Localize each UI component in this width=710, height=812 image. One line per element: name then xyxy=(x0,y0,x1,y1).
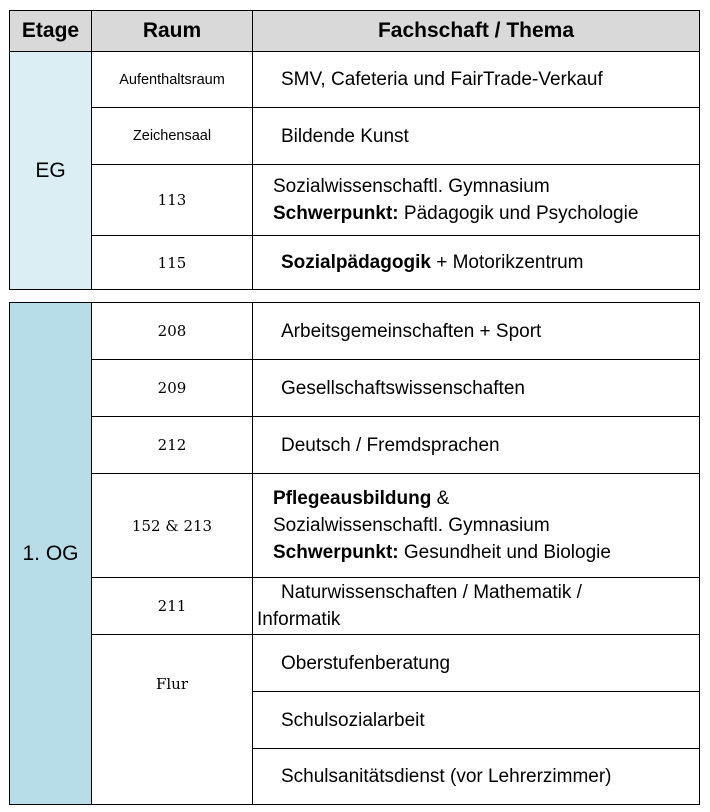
thema-smv xyxy=(252,51,700,108)
thema-rest: + Motorikzentrum xyxy=(430,252,584,273)
thema-line: Sozialwissenschaftl. Gymnasium xyxy=(273,176,550,197)
thema-flur-1 xyxy=(252,634,700,692)
raum-211: 211 xyxy=(91,577,253,635)
raum-flur: Flur xyxy=(91,634,253,805)
header-thema: Fachschaft / Thema xyxy=(252,10,700,52)
thema-211 xyxy=(252,577,700,635)
thema-208 xyxy=(252,302,700,360)
raum-aufenthaltsraum: Aufenthaltsraum xyxy=(91,51,253,108)
thema-bold: Schwerpunkt: xyxy=(273,203,399,224)
thema-bold: Schwerpunkt: xyxy=(273,542,399,563)
thema-flur-3 xyxy=(252,748,700,805)
thema-text xyxy=(253,485,611,566)
header-raum: Raum xyxy=(91,10,253,52)
thema-209 xyxy=(252,359,700,417)
thema-text: Gesellschaftswissenschaften xyxy=(281,377,525,399)
raum-113: 113 xyxy=(91,164,253,236)
thema-212 xyxy=(252,416,700,474)
thema-bold: Sozialpädagogik xyxy=(281,252,431,273)
thema-line: Sozialwissenschaftl. Gymnasium xyxy=(273,515,550,536)
raum-zeichensaal: Zeichensaal xyxy=(91,107,253,165)
raum-115: 115 xyxy=(91,235,253,290)
thema-text: SMV, Cafeteria und FairTrade-Verkauf xyxy=(281,69,603,90)
thema-rest: Pädagogik und Psychologie xyxy=(398,203,639,224)
thema-line xyxy=(273,200,638,227)
thema-text: Oberstufenberatung xyxy=(281,652,451,674)
thema-text: Arbeitsgemeinschaften + Sport xyxy=(281,320,542,342)
thema-kunst xyxy=(252,107,700,165)
thema-rest: Gesundheit und Biologie xyxy=(398,542,611,563)
raum-209: 209 xyxy=(91,359,253,417)
thema-line: Informatik xyxy=(257,609,341,630)
raum-208: 208 xyxy=(91,302,253,360)
thema-text xyxy=(253,173,638,227)
thema-text: Schulsanitätsdienst (vor Lehrerzimmer) xyxy=(281,766,612,787)
thema-line: Naturwissenschaften / Mathematik / xyxy=(281,582,582,603)
thema-text: Schulsozialarbeit xyxy=(281,709,425,731)
header-etage: Etage xyxy=(9,10,92,52)
etage-eg: EG xyxy=(9,51,92,290)
thema-text: Deutsch / Fremdsprachen xyxy=(281,434,500,456)
raum-212: 212 xyxy=(91,416,253,474)
thema-flur-2 xyxy=(252,691,700,749)
thema-text xyxy=(253,249,584,276)
thema-text xyxy=(253,579,582,633)
thema-115 xyxy=(252,235,700,290)
raum-152-213: 152 & 213 xyxy=(91,473,253,578)
thema-line xyxy=(273,539,611,566)
thema-line xyxy=(273,485,611,512)
thema-text: Bildende Kunst xyxy=(281,125,409,147)
thema-113 xyxy=(252,164,700,236)
thema-rest: & xyxy=(431,488,450,509)
etage-og: 1. OG xyxy=(9,302,92,805)
thema-bold: Pflegeausbildung xyxy=(273,488,432,509)
thema-152-213 xyxy=(252,473,700,578)
